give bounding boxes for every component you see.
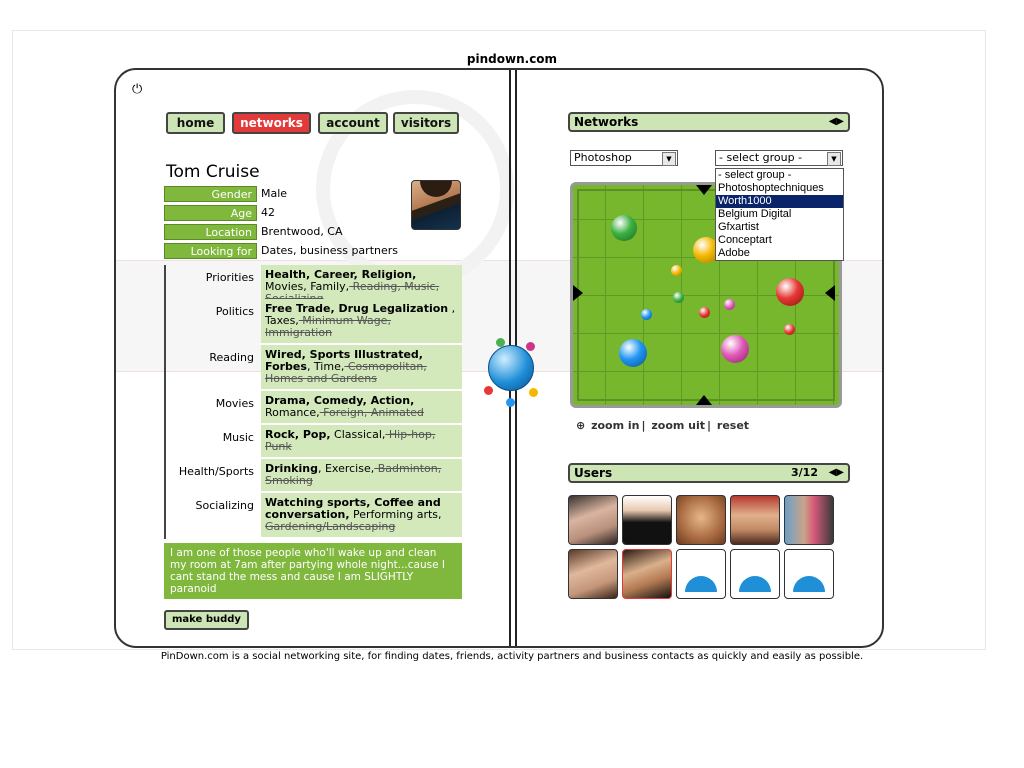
user-thumb[interactable]	[622, 495, 672, 545]
pindown-hub-icon[interactable]	[488, 345, 534, 391]
interest-label: Reading	[209, 351, 254, 364]
pan-up-icon[interactable]	[696, 185, 712, 195]
users-title: Users	[574, 466, 613, 480]
magnifier-icon[interactable]: ⊕	[576, 419, 586, 432]
gender-label: Gender	[164, 186, 257, 202]
tab-networks[interactable]: networks	[232, 112, 311, 134]
node-dot-icon	[526, 342, 535, 351]
interest-label: Health/Sports	[178, 465, 254, 478]
user-node[interactable]	[784, 324, 795, 335]
user-thumb[interactable]	[568, 495, 618, 545]
group-option[interactable]: Photoshoptechniques	[718, 182, 824, 194]
category-select[interactable]	[570, 150, 678, 166]
group-option-selected[interactable]: Worth1000	[716, 195, 843, 208]
user-thumb[interactable]	[568, 549, 618, 599]
interest-value: Free Trade, Drug Legalization , Taxes, Minimum Wage, Immigration	[261, 299, 462, 346]
location-value: Brentwood, CA	[261, 225, 343, 238]
interest-value: Drama, Comedy, Action, Romance, Foreign, Animated	[261, 391, 462, 426]
make-buddy-button[interactable]: make buddy	[164, 610, 249, 630]
users-nav-arrows[interactable]: ◀▶	[828, 467, 844, 478]
gender-value: Male	[261, 187, 288, 200]
networks-nav-arrows[interactable]: ◀▶	[828, 116, 844, 127]
user-node[interactable]	[671, 265, 682, 276]
group-option[interactable]: Conceptart	[718, 234, 772, 246]
node-dot-icon	[506, 398, 515, 407]
interests-table	[164, 265, 462, 539]
interest-label: Socializing	[195, 499, 254, 512]
user-thumb[interactable]	[784, 495, 834, 545]
interest-label: Politics	[215, 305, 254, 318]
tab-visitors[interactable]: visitors	[393, 112, 459, 134]
group-select-value: - select group -	[719, 151, 803, 164]
interest-label: Priorities	[205, 271, 254, 284]
users-header	[568, 463, 850, 483]
interest-label: Music	[222, 431, 254, 444]
interest-value: Wired, Sports Illustrated, Forbes, Time, Cosmopolitan, Homes and Gardens	[261, 345, 462, 392]
interest-value: Watching sports, Coffee and conversation, Performing arts, Gardening/Landscaping	[261, 493, 462, 540]
interest-value: Rock, Pop, Classical, Hip-hop, Punk	[261, 425, 462, 460]
pan-down-icon[interactable]	[696, 395, 712, 405]
group-option[interactable]: Belgium Digital	[718, 208, 792, 220]
interest-value: Drinking, Exercise, Badminton, Smoking	[261, 459, 462, 494]
users-page-count: 3/12	[791, 466, 818, 479]
user-node[interactable]	[699, 307, 710, 318]
user-node[interactable]	[619, 339, 647, 367]
interest-row	[164, 493, 462, 539]
networks-title: Networks	[574, 115, 639, 129]
interest-row	[164, 391, 462, 425]
chevron-down-icon[interactable]: ▼	[662, 152, 676, 166]
age-value: 42	[261, 206, 275, 219]
profile-name: Tom Cruise	[166, 162, 260, 182]
tab-account[interactable]: account	[318, 112, 388, 134]
user-node[interactable]	[673, 292, 684, 303]
user-node[interactable]	[724, 299, 735, 310]
node-dot-icon	[496, 338, 505, 347]
group-option[interactable]: Gfxartist	[718, 221, 759, 233]
interest-row	[164, 459, 462, 493]
interest-row	[164, 345, 462, 391]
interest-value: Health, Career, Religion, Movies, Family, Reading, Music,	[261, 265, 462, 312]
site-footer: PinDown.com is a social networking site, for finding dates, friends, activity partners and business contacts as quickly and easily as possible.	[160, 651, 864, 662]
user-thumb[interactable]	[676, 495, 726, 545]
user-thumb-placeholder[interactable]	[730, 549, 780, 599]
user-node[interactable]	[641, 309, 652, 320]
user-thumb[interactable]	[730, 495, 780, 545]
pan-right-icon[interactable]	[825, 285, 835, 301]
zoom-in-link[interactable]: zoom in	[591, 419, 640, 432]
main-card	[114, 68, 884, 648]
tab-home[interactable]: home	[166, 112, 225, 134]
separator: |	[707, 419, 712, 432]
networks-header	[568, 112, 850, 132]
group-option[interactable]: - select group -	[718, 169, 792, 181]
category-select-value: Photoshop	[574, 151, 632, 164]
looking-for-label: Looking for	[164, 243, 257, 259]
interest-row	[164, 425, 462, 459]
node-dot-icon	[529, 388, 538, 397]
group-select[interactable]	[715, 150, 843, 166]
age-label: Age	[164, 205, 257, 221]
bio-text: I am one of those people who'll wake up and clean my room at 7am after partying whole night...cause I cant stand the mess and cause I am SLIGHTLY paranoid	[164, 543, 462, 599]
user-thumb-placeholder[interactable]	[676, 549, 726, 599]
profile-photo[interactable]	[411, 180, 461, 230]
reset-link[interactable]: reset	[716, 419, 750, 432]
user-node[interactable]	[611, 215, 637, 241]
node-dot-icon	[484, 386, 493, 395]
user-node[interactable]	[776, 278, 804, 306]
zoom-out-link[interactable]: zoom uit	[651, 419, 706, 432]
zoom-controls	[576, 419, 751, 432]
user-node[interactable]	[721, 335, 749, 363]
group-option[interactable]: Adobe	[718, 247, 750, 259]
power-icon[interactable]: ⏻	[132, 82, 143, 97]
interest-row	[164, 265, 462, 299]
user-thumb-selected[interactable]	[622, 549, 672, 599]
pan-left-icon[interactable]	[573, 285, 583, 301]
looking-for-value: Dates, business partners	[261, 244, 399, 257]
interest-row	[164, 299, 462, 345]
chevron-down-icon[interactable]: ▼	[827, 152, 841, 166]
site-title: pindown.com	[466, 52, 558, 66]
separator: |	[641, 419, 646, 432]
location-label: Location	[164, 224, 257, 240]
user-thumb-placeholder[interactable]	[784, 549, 834, 599]
group-dropdown-list[interactable]	[715, 168, 844, 261]
interest-label: Movies	[215, 397, 254, 410]
